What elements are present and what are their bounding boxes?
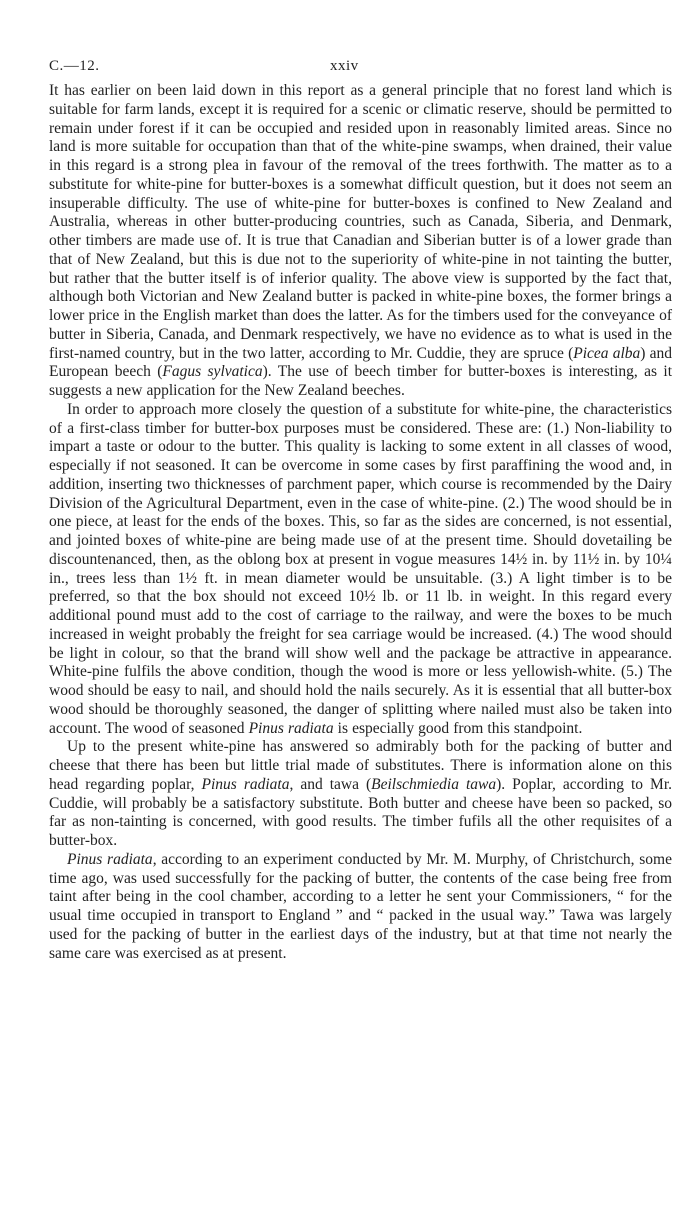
- text-run: In order to approach more closely the question of a substitute for white-pine, the characteristics of a first-class timber for butter-box purposes must be considered. These are: (1.) Non-liability to impart a taste or odour to the butter. This quality is lacking to some extent in all classes of wood, especially if not seasoned. It can be overcome in some cases by first paraffining the wood and, in addition, inserting two thicknesses of parchment paper, which course is recommended by the Dairy Division of the Agricultural Department, even in the case of white-pine. (2.) The wood should be in one piece, at least for the ends of the boxes. This, so far as the sides are concerned, is not essential, and jointed boxes of white-pine are being made use of at the present time. Should dovetailing be discountenanced, then, as the oblong box at present in vogue measures 14½ in. by 11½ in. by 10¼ in., trees less than 1½ ft. in mean diameter would be unsuitable. (3.) A light timber is to be preferred, so that the box should not exceed 10½ lb. or 11 lb. in weight. In this regard every additional pound must add to the cost of carriage to the railway, and were the boxes to be much increased in weight probably the freight for sea carriage would be increased. (4.) The wood should be light in colour, so that the brand will show well and the package be attractive in appearance. White-pine fulfils the above condition, though the wood is more or less yellowish-white. (5.) The wood should be easy to nail, and should hold the nails securely. As it is essential that all butter-box wood should be thoroughly seasoned, the danger of splitting where nailed must also be taken into account. The wood of seasoned: [49, 400, 672, 737]
- paragraph: [49, 851, 672, 964]
- paragraph: [49, 738, 672, 851]
- text-run: It has earlier on been laid down in this report as a general principle that no forest land which is suitable for farm lands, except it is required for a scenic or climatic reserve, should be permitted to remain under forest if it can be occupied and resided upon in reasonably limited areas. Since no land is more suitable for occupation than that of the white-pine swamps, when drained, their value in this regard is a strong plea in favour of the removal of the trees forthwith. The matter as to a substitute for white-pine for butter-boxes is a somewhat difficult question, but it does not seem an insuperable difficulty. The use of white-pine for butter-boxes is confined to New Zealand and Australia, whereas in other butter-producing countries, such as Canada, Siberia, and Denmark, other timbers are made use of. It is true that Canadian and Siberian butter is of a lower grade than that of New Zealand, but this is due not to the superiority of white-pine in not tainting the butter, but rather that the butter itself is of inferior quality. The above view is supported by the fact that, although both Victorian and New Zealand butter is packed in white-pine boxes, the former brings a lower price in the English market than does the latter. As for the timbers used for the conveyance of butter in Siberia, Canada, and Denmark respectively, we have no evidence as to what is used in the first-named country, but in the two latter, according to Mr. Cuddie, they are spruce (: [49, 82, 672, 362]
- text-run: ). The use of beech timber for butter-boxes is interesting, as it suggests a new application for the New Zealand beeches.: [49, 363, 673, 399]
- paragraph: [49, 401, 672, 739]
- italic-text: Fagus sylvatica: [162, 363, 263, 381]
- text-run: , and tawa (: [289, 775, 372, 793]
- italic-text: Pinus radiata: [67, 850, 153, 868]
- italic-text: Picea alba: [573, 344, 641, 362]
- text-run: ) and European beech (: [49, 344, 672, 381]
- italic-text: Beilschmiedia tawa: [371, 775, 497, 793]
- text-run: is especially good from this standpoint.: [333, 719, 583, 737]
- text-run: ). Poplar, according to Mr. Cuddie, will probably be a satisfactory substitute. Both butter and cheese have been so packed, so far as non-tainting is concerned, with good results. The timber fufils all the other requisites of a butter-box.: [49, 775, 673, 849]
- italic-text: Pinus radiata: [248, 719, 334, 737]
- text-run: , according to an experiment conducted by Mr. M. Murphy, of Christchurch, some time ago, was used successfully for the packing of butter, the contents of the case being free from taint after being in the cool chamber, according to a letter he sent your Commissioners, “ for the usual time occupied in transport to England ” and “ packed in the usual way.” Tawa was largely used for the packing of butter in the earliest days of the industry, but at that time not nearly the same care was exercised as at present.: [49, 850, 672, 962]
- document-reference: C.—12.: [49, 58, 100, 74]
- page-header: [49, 58, 672, 82]
- document-page: [49, 58, 672, 963]
- page-number: xxiv: [330, 58, 359, 74]
- paragraph: [49, 82, 672, 401]
- italic-text: Pinus radiata: [201, 775, 290, 793]
- text-run: Up to the present white-pine has answered so admirably both for the packing of butter and cheese that there has been but little trial made of substitutes. There is information alone on this head regarding poplar,: [49, 738, 672, 793]
